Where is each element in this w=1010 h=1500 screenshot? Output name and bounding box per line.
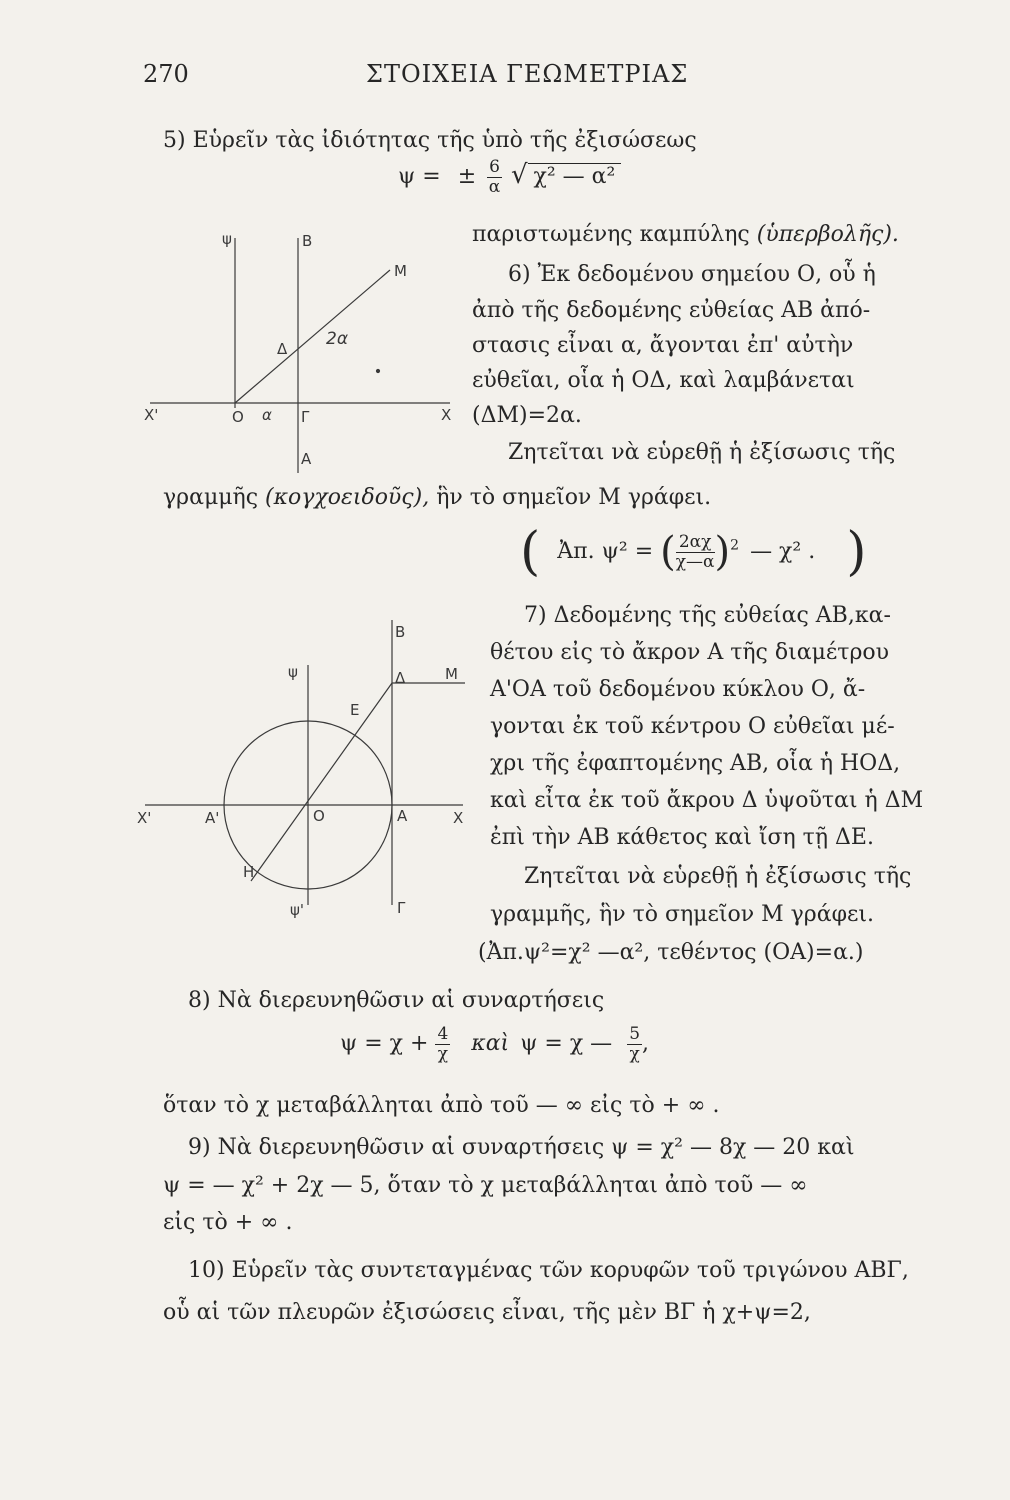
fig2-label-Gamma: Γ <box>397 899 406 917</box>
fig1-label-Delta: Δ <box>277 340 288 358</box>
ex7-line4: γονται ἐκ τοῦ κέντρου Ο εὐθεῖαι μέ- <box>490 714 895 739</box>
ex6-answer-fraction <box>676 533 715 571</box>
ex6-line5: (ΔΜ)=2α. <box>472 403 582 428</box>
ex7-line1: 7) Δεδομένης τῆς εὐθείας ΑΒ,κα- <box>524 603 891 628</box>
ex5-line2-italic: (ὑπερβολῆς). <box>756 222 899 247</box>
ex9-line1: 9) Νὰ διερευνηθῶσιν αἱ συναρτήσεις ψ = χ² — 8χ — 20 καὶ <box>188 1135 855 1160</box>
ex5-eq-frac-num: 6 <box>489 157 500 177</box>
ex6-line7-start: γραμμῆς <box>163 485 266 510</box>
ex8-line1: 8) Νὰ διερευνηθῶσιν αἱ συναρτήσεις <box>188 988 605 1013</box>
ex9-line2: ψ = — χ² + 2χ — 5, ὅταν τὸ χ μεταβάλληται ἀπὸ τοῦ — ∞ <box>163 1173 808 1198</box>
fig1-label-Gamma: Γ <box>301 408 310 426</box>
ex6-answer-suffix: — χ² . <box>750 539 816 564</box>
fig1-label-A: A <box>301 450 312 468</box>
ex6-answer <box>520 522 867 580</box>
ex5-eq-fraction <box>487 158 502 196</box>
ex6-answer-exponent: 2 <box>730 537 740 554</box>
ex8-eq1-lhs: ψ = χ + <box>340 1031 429 1057</box>
ex7-line6: καὶ εἶτα ἐκ τοῦ ἄκρου Δ ὑψοῦται ἡ ΔΜ <box>490 788 924 813</box>
ex6-answer-frac-den: χ—α <box>675 551 715 572</box>
fig2-label-M: M <box>445 665 458 683</box>
fig1-label-X: X <box>441 406 452 424</box>
fig1-label-M: M <box>394 262 407 280</box>
ex8-line2: ὅταν τὸ χ μεταβάλληται ἀπὸ τοῦ — ∞ εἰς τὸ + ∞ . <box>163 1093 720 1118</box>
ex7-line3: Α'ΟΑ τοῦ δεδομένου κύκλου Ο, ἄ- <box>490 677 866 702</box>
ex5-eq-pm: ± <box>457 164 477 190</box>
fig2-label-E: E <box>350 701 360 719</box>
close-paren-small-icon: ) <box>714 529 731 575</box>
ex7-line2: θέτου εἰς τὸ ἄκρον Α τῆς διαμέτρου <box>490 640 890 665</box>
open-paren-small-icon: ( <box>660 529 676 575</box>
fig1-label-psi: ψ <box>222 230 232 248</box>
fig1-label-Xprime: X' <box>144 406 159 424</box>
open-paren-icon: ( <box>520 522 541 582</box>
ex7-line8: Ζητεῖται νὰ εὑρεθῇ ἡ ἐξίσωσις τῆς <box>524 864 912 889</box>
ex10-line1: 10) Εὑρεῖν τὰς συντεταγμένας τῶν κορυφῶν τοῦ τριγώνου ΑΒΓ, <box>188 1258 909 1283</box>
page-number: 270 <box>143 60 189 88</box>
ex7-line7: ἐπὶ τὴν ΑΒ κάθετος καὶ ἴση τῇ ΔΕ. <box>490 825 874 850</box>
close-paren-icon: ) <box>846 522 867 582</box>
ex6-answer-prefix: Ἀπ. ψ² = <box>557 539 654 564</box>
ex7-line9: γραμμῆς, ἣν τὸ σημεῖον Μ γράφει. <box>490 902 874 927</box>
figure-conchoid <box>144 228 470 478</box>
radical-sign-icon: √ <box>510 160 528 191</box>
ex8-eq2-lhs: ψ = χ — <box>520 1031 613 1057</box>
fig1-line-OM <box>235 270 390 403</box>
ex6-line3: στασις εἶναι α, ἄγονται ἐπ' αὐτὴν <box>472 333 854 358</box>
ex10-line2: οὗ αἱ τῶν πλευρῶν ἐξισώσεις εἶναι, τῆς μὲν ΒΓ ἡ χ+ψ=2, <box>163 1300 811 1325</box>
ex5-line2-text: παριστωμένης καμπύλης <box>472 222 757 247</box>
ex6-line2: ἀπὸ τῆς δεδομένης εὐθείας ΑΒ ἀπό- <box>472 298 871 323</box>
fig2-label-Aprime: A' <box>205 809 220 827</box>
fig1-label-alpha: α <box>262 406 272 424</box>
ex8-eq2-fraction <box>627 1025 642 1063</box>
ex8-eq-end: , <box>642 1031 650 1057</box>
fig2-label-H: H <box>243 863 255 881</box>
fig1-label-B: B <box>302 232 313 250</box>
ex6-line7-end: ἣν τὸ σημεῖον Μ γράφει. <box>429 485 712 510</box>
ex7-line10: (Ἀπ.ψ²=χ² —α², τεθέντος (ΟΑ)=α.) <box>478 940 864 965</box>
ex8-equations <box>340 1025 649 1081</box>
ex5-line1: 5) Εὑρεῖν τὰς ἰδιότητας τῆς ὑπὸ τῆς ἐξισώσεως <box>163 128 697 153</box>
ex8-eq2-den: χ <box>629 1043 640 1064</box>
running-title: ΣΤΟΙΧΕΙΑ ΓΕΩΜΕΤΡΙΑΣ <box>366 60 689 88</box>
ex5-eq-radicand: χ² — α² <box>528 163 622 189</box>
ex6-line6: Ζητεῖται νὰ εὑρεθῇ ἡ ἐξίσωσις τῆς <box>508 440 896 465</box>
fig2-label-psi: ψ <box>288 663 298 681</box>
ex6-line1: 6) Ἐκ δεδομένου σημείου Ο, οὗ ἡ <box>508 262 876 287</box>
fig1-label-2a: 2α <box>326 329 349 349</box>
ex5-line2 <box>472 222 899 247</box>
ex9-line3: εἰς τὸ + ∞ . <box>163 1210 293 1235</box>
ex6-answer-frac-num: 2αχ <box>676 533 715 553</box>
fig2-label-psiprime: ψ' <box>290 901 305 919</box>
ex6-line4: εὐθεῖαι, οἷα ἡ ΟΔ, καὶ λαμβάνεται <box>472 368 855 393</box>
ex8-eq2-num: 5 <box>629 1024 641 1044</box>
ex8-eq1-num: 4 <box>437 1024 449 1044</box>
fig2-label-B: B <box>395 623 406 641</box>
ex8-eq-and: καὶ <box>471 1031 510 1057</box>
fig2-label-O: O <box>313 807 325 825</box>
fig2-label-A: A <box>397 807 408 825</box>
ex5-equation <box>398 158 621 208</box>
ex6-line7 <box>163 485 711 510</box>
fig2-label-X: X <box>453 809 464 827</box>
ex8-eq1-fraction <box>435 1025 450 1063</box>
figure-circle-tangent <box>137 615 485 919</box>
fig1-label-O: O <box>232 408 244 426</box>
ex5-eq-lhs: ψ = <box>398 164 441 190</box>
fig1-dot <box>377 370 380 373</box>
fig2-label-Delta: Δ <box>395 669 406 687</box>
fig2-line-HOD <box>251 683 392 881</box>
ex6-line7-italic: (κογχοειδοῦς), <box>265 485 430 510</box>
ex8-eq1-den: χ <box>437 1043 448 1064</box>
ex5-eq-frac-den: α <box>488 176 501 197</box>
ex7-line5: χρι τῆς ἐφαπτομένης ΑΒ, οἷα ἡ ΗΟΔ, <box>490 751 901 776</box>
fig2-label-Xprime: X' <box>137 809 152 827</box>
